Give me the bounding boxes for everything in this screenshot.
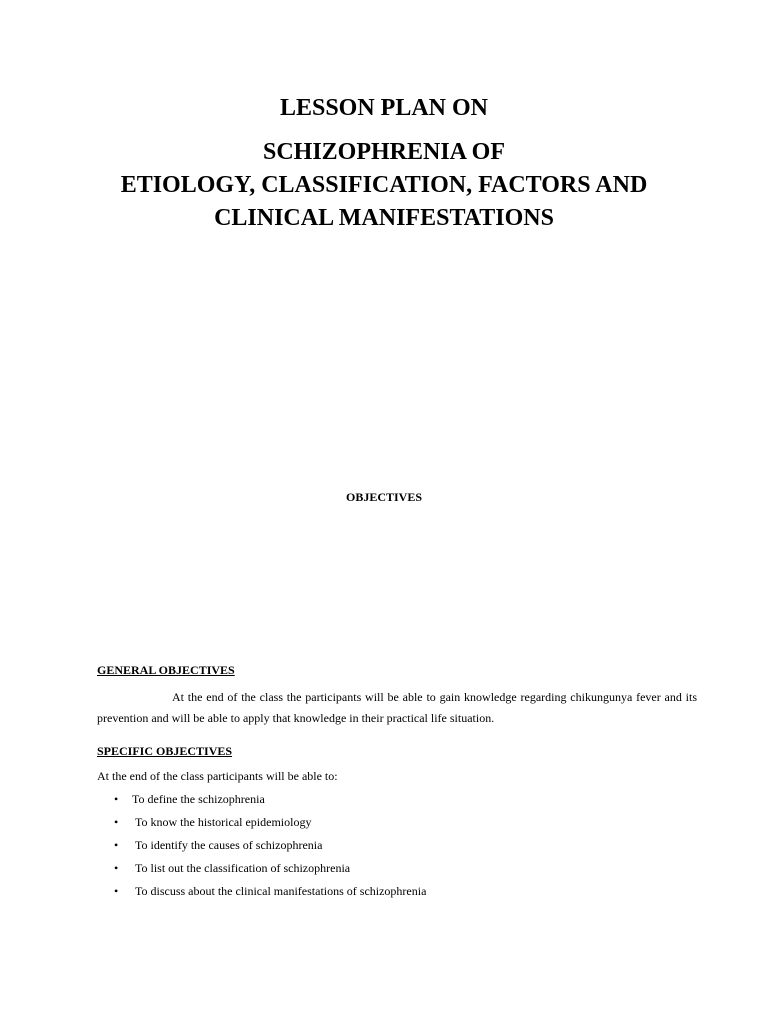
list-item-text: To discuss about the clinical manifestations of schizophrenia <box>135 884 427 898</box>
subtitle-line: SCHIZOPHRENIA OF <box>262 139 506 165</box>
specific-objectives-heading: SPECIFIC OBJECTIVES <box>97 744 233 758</box>
bullet-icon: • <box>114 838 119 852</box>
document-body <box>97 662 697 906</box>
bullet-icon: • <box>114 815 119 829</box>
list-item <box>97 860 697 876</box>
subtitle-line: ETIOLOGY, CLASSIFICATION, FACTORS AND <box>120 172 648 198</box>
bullet-icon: • <box>114 792 119 806</box>
specific-objectives-intro: At the end of the class participants will be able to: <box>97 769 338 783</box>
objectives-heading: OBJECTIVES <box>345 490 423 504</box>
bullet-icon: • <box>114 861 119 875</box>
list-item <box>97 883 697 899</box>
general-objectives-heading: GENERAL OBJECTIVES <box>97 663 235 677</box>
title-line: LESSON PLAN ON <box>279 95 489 121</box>
list-item <box>97 814 697 830</box>
list-item <box>97 837 697 853</box>
list-item <box>97 791 697 807</box>
subtitle-line: CLINICAL MANIFESTATIONS <box>214 205 554 231</box>
bullet-icon: • <box>114 884 119 898</box>
document-title <box>0 92 768 235</box>
general-objectives-text: At the end of the class the participants will be able to gain knowledge regarding chikungunya fever and its prevention and will be able to apply that knowledge in their practical life situation. <box>97 690 697 725</box>
list-item-text: To define the schizophrenia <box>132 792 265 806</box>
specific-objectives-list <box>97 791 697 899</box>
list-item-text: To identify the causes of schizophrenia <box>135 838 323 852</box>
list-item-text: To know the historical epidemiology <box>135 815 312 829</box>
document-subtitle <box>0 136 768 235</box>
list-item-text: To list out the classification of schizophrenia <box>135 861 351 875</box>
